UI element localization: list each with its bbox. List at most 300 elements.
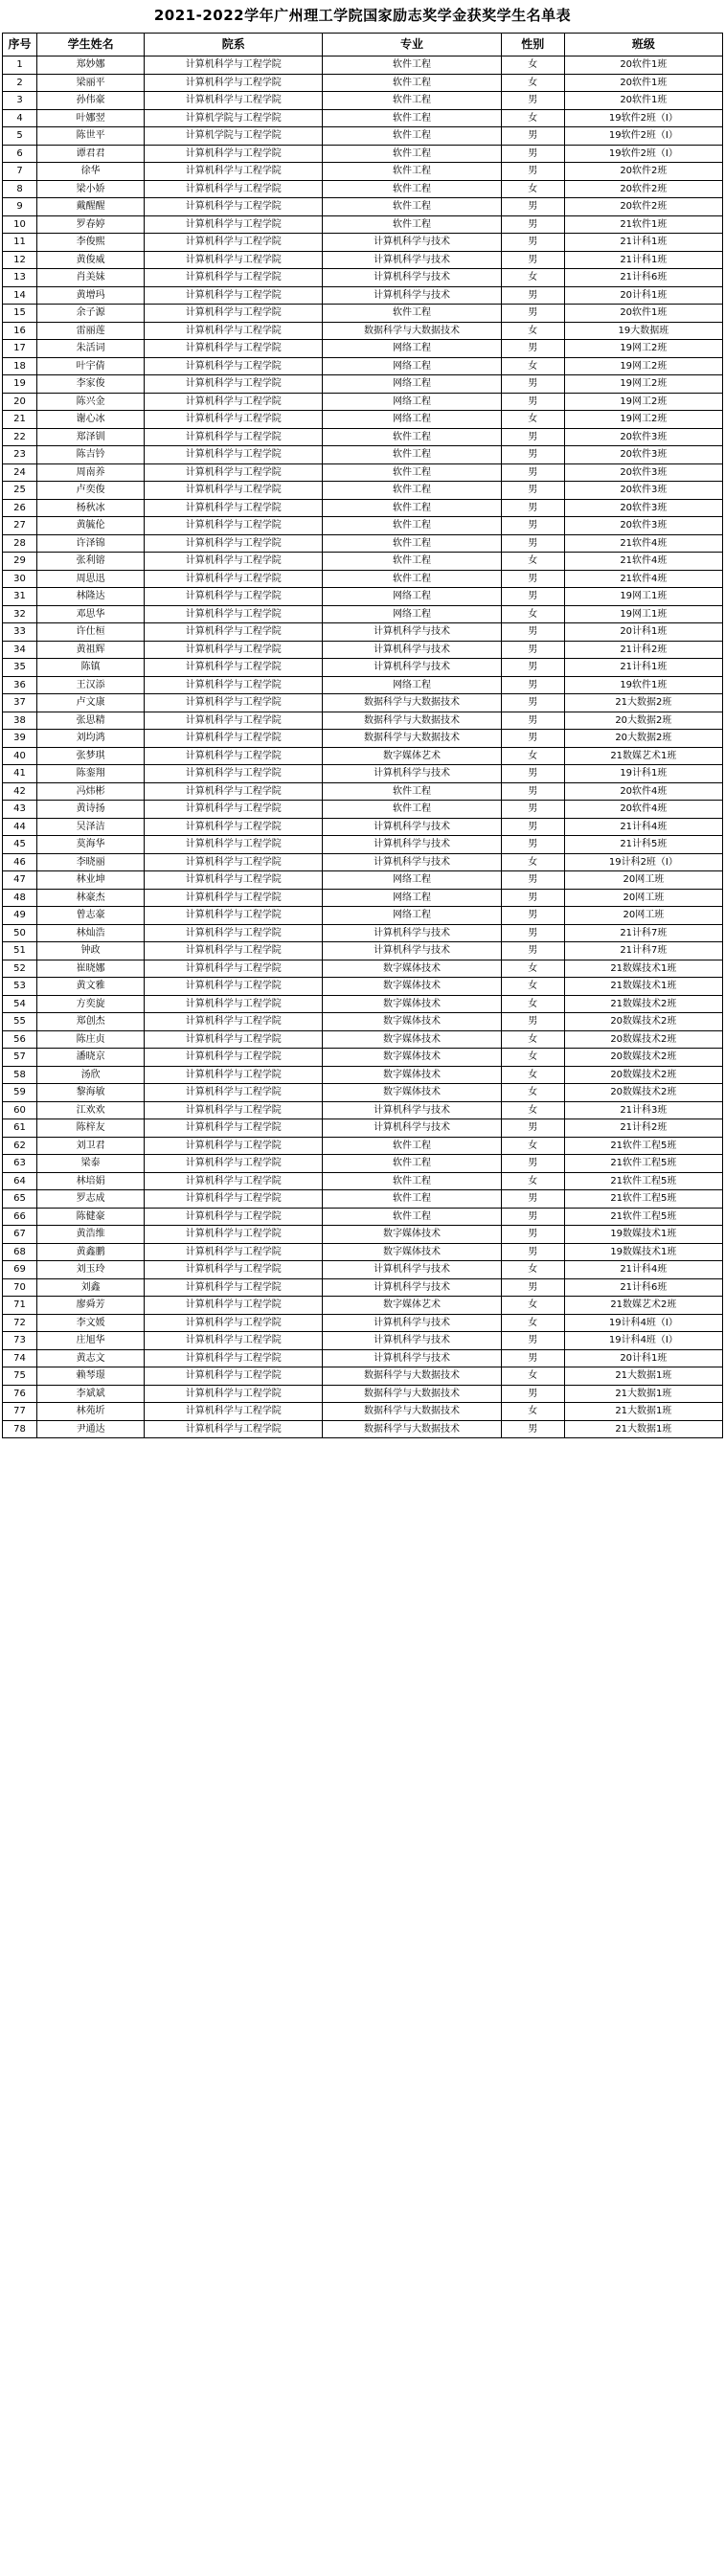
cell-index: 47 bbox=[3, 871, 37, 890]
table-row bbox=[3, 251, 723, 269]
column-header-name: 学生姓名 bbox=[37, 33, 145, 56]
cell-class: 20软件2班 bbox=[564, 180, 722, 198]
cell-major: 计算机科学与技术 bbox=[323, 1261, 501, 1279]
cell-name: 陈健豪 bbox=[37, 1208, 145, 1226]
cell-major: 数据科学与大数据技术 bbox=[323, 712, 501, 730]
cell-gender: 男 bbox=[501, 801, 564, 819]
cell-name: 卢文康 bbox=[37, 694, 145, 712]
cell-department: 计算机科学与工程学院 bbox=[145, 1172, 323, 1190]
cell-class: 20软件3班 bbox=[564, 499, 722, 517]
table-row bbox=[3, 889, 723, 907]
cell-index: 77 bbox=[3, 1403, 37, 1421]
table-row bbox=[3, 322, 723, 340]
cell-name: 黄祖辉 bbox=[37, 641, 145, 659]
cell-gender: 男 bbox=[501, 499, 564, 517]
cell-index: 68 bbox=[3, 1243, 37, 1261]
cell-gender: 男 bbox=[501, 889, 564, 907]
cell-name: 郑创杰 bbox=[37, 1013, 145, 1031]
cell-department: 计算机科学与工程学院 bbox=[145, 1367, 323, 1386]
cell-name: 崔晓娜 bbox=[37, 960, 145, 978]
cell-gender: 男 bbox=[501, 641, 564, 659]
cell-index: 5 bbox=[3, 127, 37, 146]
cell-name: 李俊熙 bbox=[37, 234, 145, 252]
cell-gender: 男 bbox=[501, 623, 564, 642]
cell-gender: 男 bbox=[501, 1349, 564, 1367]
cell-major: 计算机科学与技术 bbox=[323, 1314, 501, 1332]
cell-department: 计算机科学与工程学院 bbox=[145, 411, 323, 429]
cell-class: 19大数据班 bbox=[564, 322, 722, 340]
cell-name: 郑泽钏 bbox=[37, 428, 145, 446]
table-row bbox=[3, 127, 723, 146]
cell-major: 计算机科学与技术 bbox=[323, 942, 501, 960]
cell-major: 数字媒体技术 bbox=[323, 1013, 501, 1031]
cell-class: 21数媒技术1班 bbox=[564, 978, 722, 996]
cell-gender: 男 bbox=[501, 428, 564, 446]
table-row bbox=[3, 782, 723, 801]
cell-major: 计算机科学与技术 bbox=[323, 234, 501, 252]
cell-index: 57 bbox=[3, 1049, 37, 1067]
table-row bbox=[3, 1208, 723, 1226]
cell-name: 邓思华 bbox=[37, 605, 145, 623]
cell-name: 肖美妹 bbox=[37, 269, 145, 287]
cell-class: 20计科1班 bbox=[564, 623, 722, 642]
table-row bbox=[3, 1155, 723, 1173]
cell-gender: 男 bbox=[501, 818, 564, 836]
cell-major: 计算机科学与技术 bbox=[323, 286, 501, 305]
cell-gender: 女 bbox=[501, 269, 564, 287]
cell-gender: 男 bbox=[501, 234, 564, 252]
cell-gender: 男 bbox=[501, 782, 564, 801]
cell-name: 谢心冰 bbox=[37, 411, 145, 429]
cell-gender: 男 bbox=[501, 712, 564, 730]
cell-major: 软件工程 bbox=[323, 109, 501, 127]
cell-name: 林隆达 bbox=[37, 588, 145, 606]
table-row bbox=[3, 1030, 723, 1049]
cell-department: 计算机科学与工程学院 bbox=[145, 1101, 323, 1119]
cell-class: 20计科1班 bbox=[564, 286, 722, 305]
cell-gender: 男 bbox=[501, 1190, 564, 1209]
cell-department: 计算机科学与工程学院 bbox=[145, 1226, 323, 1244]
cell-major: 数字媒体艺术 bbox=[323, 747, 501, 765]
table-row bbox=[3, 56, 723, 75]
cell-index: 8 bbox=[3, 180, 37, 198]
cell-department: 计算机科学与工程学院 bbox=[145, 1030, 323, 1049]
table-row bbox=[3, 215, 723, 234]
cell-name: 黄俊威 bbox=[37, 251, 145, 269]
cell-major: 软件工程 bbox=[323, 56, 501, 75]
cell-major: 软件工程 bbox=[323, 517, 501, 535]
cell-gender: 男 bbox=[501, 251, 564, 269]
cell-class: 20软件1班 bbox=[564, 74, 722, 92]
cell-department: 计算机科学与工程学院 bbox=[145, 553, 323, 571]
cell-department: 计算机科学与工程学院 bbox=[145, 163, 323, 181]
cell-name: 梁丽平 bbox=[37, 74, 145, 92]
cell-major: 数字媒体技术 bbox=[323, 1243, 501, 1261]
cell-gender: 女 bbox=[501, 180, 564, 198]
cell-gender: 男 bbox=[501, 517, 564, 535]
cell-class: 21数媒艺术1班 bbox=[564, 747, 722, 765]
cell-department: 计算机科学与工程学院 bbox=[145, 1190, 323, 1209]
cell-index: 13 bbox=[3, 269, 37, 287]
cell-index: 9 bbox=[3, 198, 37, 216]
cell-gender: 男 bbox=[501, 1013, 564, 1031]
table-row bbox=[3, 1137, 723, 1155]
cell-major: 计算机科学与技术 bbox=[323, 1278, 501, 1297]
cell-class: 19网工2班 bbox=[564, 393, 722, 411]
cell-major: 数字媒体技术 bbox=[323, 978, 501, 996]
cell-name: 冯炜彬 bbox=[37, 782, 145, 801]
cell-department: 计算机科学与工程学院 bbox=[145, 234, 323, 252]
cell-gender: 男 bbox=[501, 92, 564, 110]
cell-department: 计算机科学与工程学院 bbox=[145, 730, 323, 748]
cell-index: 61 bbox=[3, 1119, 37, 1138]
cell-class: 21软件1班 bbox=[564, 215, 722, 234]
cell-gender: 男 bbox=[501, 198, 564, 216]
cell-class: 19计科4班（I） bbox=[564, 1314, 722, 1332]
cell-class: 20数媒技术2班 bbox=[564, 1049, 722, 1067]
cell-index: 14 bbox=[3, 286, 37, 305]
cell-name: 李文媛 bbox=[37, 1314, 145, 1332]
table-row bbox=[3, 1261, 723, 1279]
table-row bbox=[3, 305, 723, 323]
cell-class: 21软件4班 bbox=[564, 570, 722, 588]
cell-index: 2 bbox=[3, 74, 37, 92]
cell-gender: 女 bbox=[501, 853, 564, 871]
cell-name: 徐华 bbox=[37, 163, 145, 181]
cell-class: 19网工1班 bbox=[564, 605, 722, 623]
cell-index: 50 bbox=[3, 924, 37, 942]
cell-major: 数据科学与大数据技术 bbox=[323, 1367, 501, 1386]
cell-gender: 女 bbox=[501, 1403, 564, 1421]
cell-gender: 女 bbox=[501, 553, 564, 571]
cell-index: 43 bbox=[3, 801, 37, 819]
cell-gender: 男 bbox=[501, 127, 564, 146]
table-row bbox=[3, 1226, 723, 1244]
cell-gender: 男 bbox=[501, 765, 564, 783]
cell-name: 叶娜翌 bbox=[37, 109, 145, 127]
table-row bbox=[3, 605, 723, 623]
table-row bbox=[3, 180, 723, 198]
cell-index: 71 bbox=[3, 1297, 37, 1315]
cell-class: 20数媒技术2班 bbox=[564, 1066, 722, 1084]
cell-class: 19计科1班 bbox=[564, 765, 722, 783]
cell-name: 叶宇倩 bbox=[37, 357, 145, 375]
cell-class: 21计科2班 bbox=[564, 1119, 722, 1138]
cell-major: 计算机科学与技术 bbox=[323, 924, 501, 942]
cell-major: 网络工程 bbox=[323, 605, 501, 623]
table-row bbox=[3, 712, 723, 730]
cell-department: 计算机科学与工程学院 bbox=[145, 694, 323, 712]
cell-index: 58 bbox=[3, 1066, 37, 1084]
cell-index: 31 bbox=[3, 588, 37, 606]
cell-department: 计算机科学与工程学院 bbox=[145, 92, 323, 110]
cell-department: 计算机科学与工程学院 bbox=[145, 942, 323, 960]
table-body bbox=[3, 56, 723, 1438]
cell-gender: 男 bbox=[501, 942, 564, 960]
cell-class: 20软件3班 bbox=[564, 482, 722, 500]
cell-department: 计算机科学与工程学院 bbox=[145, 588, 323, 606]
cell-major: 软件工程 bbox=[323, 1172, 501, 1190]
cell-department: 计算机科学与工程学院 bbox=[145, 393, 323, 411]
cell-department: 计算机科学与工程学院 bbox=[145, 56, 323, 75]
cell-gender: 男 bbox=[501, 305, 564, 323]
cell-gender: 女 bbox=[501, 74, 564, 92]
cell-major: 软件工程 bbox=[323, 428, 501, 446]
cell-gender: 女 bbox=[501, 747, 564, 765]
cell-gender: 男 bbox=[501, 286, 564, 305]
cell-gender: 女 bbox=[501, 322, 564, 340]
table-row bbox=[3, 995, 723, 1013]
table-row bbox=[3, 145, 723, 163]
cell-name: 王汉添 bbox=[37, 676, 145, 694]
cell-name: 江欢欢 bbox=[37, 1101, 145, 1119]
cell-major: 计算机科学与技术 bbox=[323, 836, 501, 854]
cell-class: 20数媒技术2班 bbox=[564, 1084, 722, 1102]
cell-major: 计算机科学与技术 bbox=[323, 765, 501, 783]
cell-major: 软件工程 bbox=[323, 463, 501, 482]
cell-gender: 男 bbox=[501, 907, 564, 925]
cell-name: 黄诗扬 bbox=[37, 801, 145, 819]
cell-major: 数字媒体技术 bbox=[323, 1066, 501, 1084]
table-row bbox=[3, 836, 723, 854]
cell-gender: 女 bbox=[501, 56, 564, 75]
cell-major: 网络工程 bbox=[323, 340, 501, 358]
cell-department: 计算机科学与工程学院 bbox=[145, 74, 323, 92]
cell-gender: 男 bbox=[501, 340, 564, 358]
cell-gender: 男 bbox=[501, 924, 564, 942]
cell-index: 29 bbox=[3, 553, 37, 571]
cell-major: 计算机科学与技术 bbox=[323, 269, 501, 287]
table-row bbox=[3, 463, 723, 482]
cell-name: 杨秋冰 bbox=[37, 499, 145, 517]
table-row bbox=[3, 588, 723, 606]
cell-name: 陈兴金 bbox=[37, 393, 145, 411]
column-header-department: 院系 bbox=[145, 33, 323, 56]
cell-class: 20软件1班 bbox=[564, 305, 722, 323]
cell-index: 51 bbox=[3, 942, 37, 960]
cell-name: 林业坤 bbox=[37, 871, 145, 890]
cell-name: 刘均鸿 bbox=[37, 730, 145, 748]
cell-class: 21数媒艺术2班 bbox=[564, 1297, 722, 1315]
cell-class: 20计科1班 bbox=[564, 1349, 722, 1367]
cell-gender: 女 bbox=[501, 1297, 564, 1315]
cell-department: 计算机科学与工程学院 bbox=[145, 1420, 323, 1438]
cell-department: 计算机科学与工程学院 bbox=[145, 1314, 323, 1332]
cell-department: 计算机科学与工程学院 bbox=[145, 801, 323, 819]
cell-index: 19 bbox=[3, 375, 37, 394]
cell-major: 软件工程 bbox=[323, 482, 501, 500]
cell-major: 软件工程 bbox=[323, 499, 501, 517]
cell-class: 21软件4班 bbox=[564, 553, 722, 571]
table-row bbox=[3, 1332, 723, 1350]
cell-gender: 男 bbox=[501, 1278, 564, 1297]
table-row bbox=[3, 1013, 723, 1031]
cell-major: 数据科学与大数据技术 bbox=[323, 694, 501, 712]
cell-index: 12 bbox=[3, 251, 37, 269]
cell-name: 郑妙娜 bbox=[37, 56, 145, 75]
cell-department: 计算机科学与工程学院 bbox=[145, 641, 323, 659]
cell-major: 软件工程 bbox=[323, 215, 501, 234]
cell-department: 计算机科学与工程学院 bbox=[145, 978, 323, 996]
cell-gender: 女 bbox=[501, 605, 564, 623]
cell-department: 计算机科学与工程学院 bbox=[145, 251, 323, 269]
cell-gender: 男 bbox=[501, 1208, 564, 1226]
cell-index: 53 bbox=[3, 978, 37, 996]
cell-department: 计算机科学与工程学院 bbox=[145, 1297, 323, 1315]
cell-class: 20软件3班 bbox=[564, 446, 722, 464]
cell-class: 21计科1班 bbox=[564, 659, 722, 677]
table-row bbox=[3, 871, 723, 890]
cell-class: 19计科2班（I） bbox=[564, 853, 722, 871]
cell-class: 21计科6班 bbox=[564, 1278, 722, 1297]
cell-major: 软件工程 bbox=[323, 127, 501, 146]
cell-name: 林培娟 bbox=[37, 1172, 145, 1190]
table-row bbox=[3, 1084, 723, 1102]
cell-class: 20软件4班 bbox=[564, 782, 722, 801]
cell-department: 计算机科学与工程学院 bbox=[145, 712, 323, 730]
table-row bbox=[3, 482, 723, 500]
cell-index: 6 bbox=[3, 145, 37, 163]
cell-index: 17 bbox=[3, 340, 37, 358]
table-row bbox=[3, 676, 723, 694]
cell-class: 19网工1班 bbox=[564, 588, 722, 606]
cell-name: 张梦琪 bbox=[37, 747, 145, 765]
cell-department: 计算机科学与工程学院 bbox=[145, 517, 323, 535]
cell-major: 软件工程 bbox=[323, 782, 501, 801]
cell-class: 20软件3班 bbox=[564, 517, 722, 535]
cell-class: 19网工2班 bbox=[564, 357, 722, 375]
cell-major: 网络工程 bbox=[323, 375, 501, 394]
cell-name: 许泽锦 bbox=[37, 534, 145, 553]
table-row bbox=[3, 1190, 723, 1209]
cell-name: 雷丽莲 bbox=[37, 322, 145, 340]
cell-major: 数据科学与大数据技术 bbox=[323, 1385, 501, 1403]
cell-department: 计算机科学与工程学院 bbox=[145, 765, 323, 783]
cell-name: 张利镕 bbox=[37, 553, 145, 571]
table-row bbox=[3, 286, 723, 305]
cell-class: 21大数据1班 bbox=[564, 1403, 722, 1421]
cell-department: 计算机学院与工程学院 bbox=[145, 127, 323, 146]
cell-major: 软件工程 bbox=[323, 180, 501, 198]
cell-gender: 男 bbox=[501, 163, 564, 181]
cell-major: 软件工程 bbox=[323, 1208, 501, 1226]
cell-gender: 男 bbox=[501, 694, 564, 712]
cell-class: 21计科2班 bbox=[564, 641, 722, 659]
cell-major: 软件工程 bbox=[323, 570, 501, 588]
cell-gender: 男 bbox=[501, 570, 564, 588]
cell-name: 吴泽洁 bbox=[37, 818, 145, 836]
table-row bbox=[3, 1066, 723, 1084]
cell-gender: 男 bbox=[501, 446, 564, 464]
cell-index: 74 bbox=[3, 1349, 37, 1367]
cell-index: 23 bbox=[3, 446, 37, 464]
cell-index: 21 bbox=[3, 411, 37, 429]
cell-class: 20数媒技术2班 bbox=[564, 1013, 722, 1031]
cell-major: 软件工程 bbox=[323, 163, 501, 181]
cell-major: 数据科学与大数据技术 bbox=[323, 1403, 501, 1421]
cell-index: 10 bbox=[3, 215, 37, 234]
cell-gender: 男 bbox=[501, 676, 564, 694]
cell-department: 计算机科学与工程学院 bbox=[145, 1208, 323, 1226]
cell-name: 廖舜芳 bbox=[37, 1297, 145, 1315]
cell-major: 网络工程 bbox=[323, 907, 501, 925]
table-row bbox=[3, 92, 723, 110]
cell-major: 计算机科学与技术 bbox=[323, 623, 501, 642]
cell-name: 黄毓伦 bbox=[37, 517, 145, 535]
table-row bbox=[3, 960, 723, 978]
cell-class: 19软件2班（I） bbox=[564, 109, 722, 127]
cell-index: 32 bbox=[3, 605, 37, 623]
cell-index: 27 bbox=[3, 517, 37, 535]
cell-major: 计算机科学与技术 bbox=[323, 1119, 501, 1138]
cell-class: 20软件4班 bbox=[564, 801, 722, 819]
cell-gender: 男 bbox=[501, 1119, 564, 1138]
cell-major: 软件工程 bbox=[323, 74, 501, 92]
cell-name: 李晓丽 bbox=[37, 853, 145, 871]
cell-department: 计算机科学与工程学院 bbox=[145, 1385, 323, 1403]
cell-gender: 男 bbox=[501, 463, 564, 482]
table-row bbox=[3, 570, 723, 588]
cell-class: 20软件1班 bbox=[564, 56, 722, 75]
cell-department: 计算机科学与工程学院 bbox=[145, 1049, 323, 1067]
cell-class: 21数媒技术2班 bbox=[564, 995, 722, 1013]
cell-index: 60 bbox=[3, 1101, 37, 1119]
cell-major: 计算机科学与技术 bbox=[323, 853, 501, 871]
cell-major: 软件工程 bbox=[323, 92, 501, 110]
table-row bbox=[3, 74, 723, 92]
cell-name: 黄鑫鹏 bbox=[37, 1243, 145, 1261]
cell-name: 潘晓京 bbox=[37, 1049, 145, 1067]
cell-department: 计算机科学与工程学院 bbox=[145, 1013, 323, 1031]
table-row bbox=[3, 694, 723, 712]
cell-index: 16 bbox=[3, 322, 37, 340]
cell-class: 21大数据1班 bbox=[564, 1420, 722, 1438]
cell-department: 计算机科学与工程学院 bbox=[145, 871, 323, 890]
table-row bbox=[3, 747, 723, 765]
table-row bbox=[3, 375, 723, 394]
cell-department: 计算机科学与工程学院 bbox=[145, 534, 323, 553]
cell-gender: 男 bbox=[501, 1226, 564, 1244]
table-row bbox=[3, 1101, 723, 1119]
cell-department: 计算机科学与工程学院 bbox=[145, 198, 323, 216]
cell-major: 计算机科学与技术 bbox=[323, 1101, 501, 1119]
cell-class: 19软件2班（I） bbox=[564, 127, 722, 146]
cell-major: 数据科学与大数据技术 bbox=[323, 1420, 501, 1438]
table-row bbox=[3, 357, 723, 375]
award-roster-table bbox=[2, 33, 723, 1439]
cell-index: 1 bbox=[3, 56, 37, 75]
cell-gender: 女 bbox=[501, 995, 564, 1013]
cell-major: 软件工程 bbox=[323, 1190, 501, 1209]
cell-class: 21软件工程5班 bbox=[564, 1137, 722, 1155]
cell-index: 40 bbox=[3, 747, 37, 765]
cell-major: 软件工程 bbox=[323, 305, 501, 323]
cell-index: 4 bbox=[3, 109, 37, 127]
cell-major: 网络工程 bbox=[323, 871, 501, 890]
cell-name: 罗春婷 bbox=[37, 215, 145, 234]
cell-class: 20网工班 bbox=[564, 889, 722, 907]
table-row bbox=[3, 1349, 723, 1367]
cell-major: 数字媒体技术 bbox=[323, 995, 501, 1013]
table-row bbox=[3, 659, 723, 677]
cell-index: 36 bbox=[3, 676, 37, 694]
cell-major: 计算机科学与技术 bbox=[323, 251, 501, 269]
cell-name: 朱活词 bbox=[37, 340, 145, 358]
cell-department: 计算机科学与工程学院 bbox=[145, 659, 323, 677]
cell-major: 计算机科学与技术 bbox=[323, 1349, 501, 1367]
cell-department: 计算机科学与工程学院 bbox=[145, 924, 323, 942]
cell-name: 陈吉钤 bbox=[37, 446, 145, 464]
